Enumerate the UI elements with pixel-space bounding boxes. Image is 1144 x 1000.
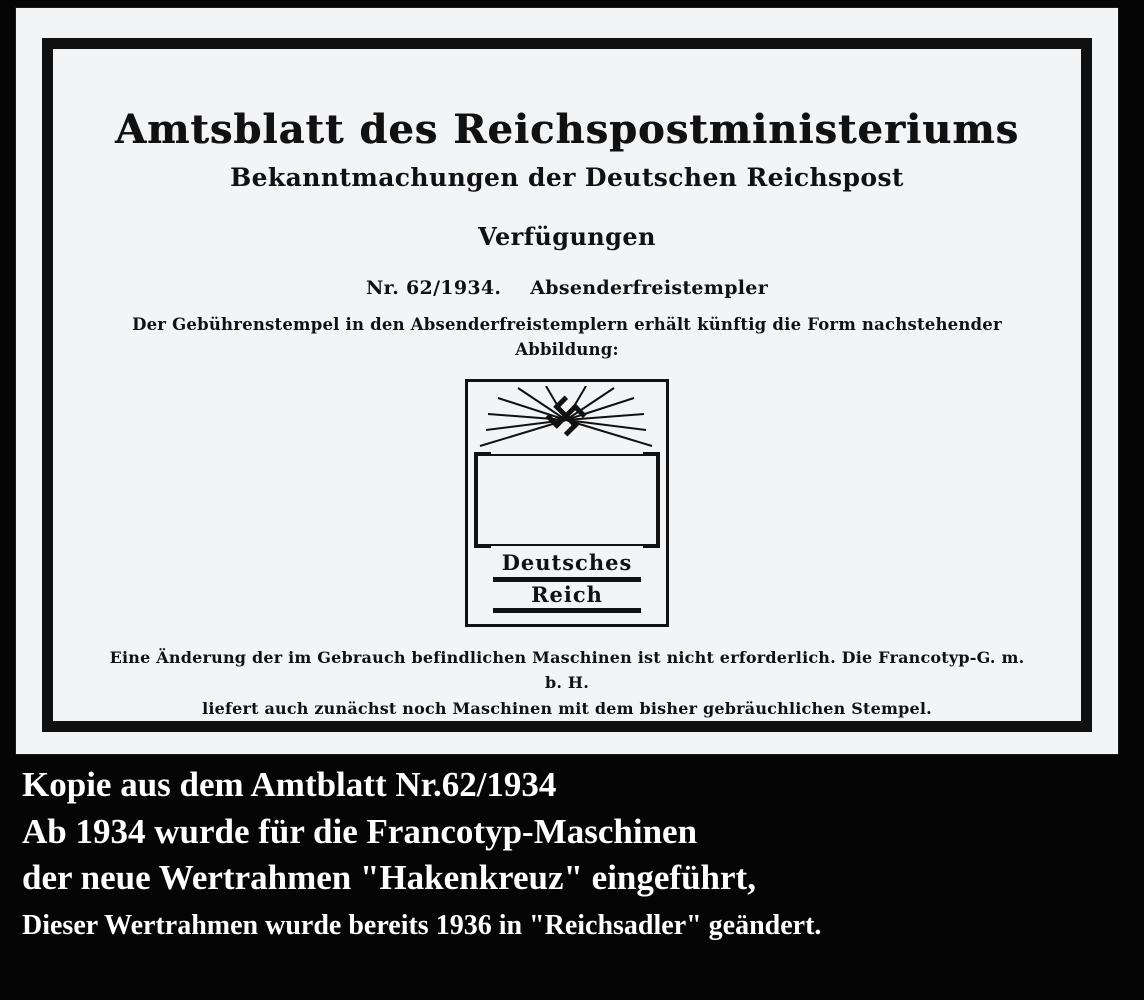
caption-line-4: Dieser Wertrahmen wurde bereits 1936 in "Reichsadler" geändert.	[22, 909, 822, 941]
stamp-label-rule-bottom	[493, 608, 641, 613]
value-frame-window	[476, 454, 658, 546]
caption-line-2: Ab 1934 wurde für die Francotyp-Maschinen	[22, 811, 698, 851]
document-note-line-2: liefert auch zunächst noch Maschinen mit dem bisher gebräuchlichen Stempel.	[202, 698, 932, 718]
stamp-label-line-1: Deutsches	[501, 550, 633, 576]
document-subtitle: Bekanntmachungen der Deutschen Reichspost	[230, 163, 904, 192]
caption-block	[0, 760, 1144, 945]
stamp-label-rule-top	[493, 577, 641, 582]
caption-line-1: Kopie aus dem Amtblatt Nr.62/1934	[22, 765, 557, 804]
meter-stamp-illustration	[465, 379, 669, 627]
document-body-text: Der Gebührenstempel in den Absenderfreistemplern erhält künftig die Form nachstehender Abbildung:	[132, 315, 1002, 359]
entry-title: Absenderfreistempler	[530, 277, 769, 299]
document-note	[87, 645, 1047, 722]
document-content	[53, 49, 1081, 721]
entry-number: Nr. 62/1934.	[365, 277, 502, 299]
caption-line-3: der neue Wertrahmen "Hakenkreuz" eingeführt,	[22, 858, 756, 898]
document-title: Amtsblatt des Reichspostministeriums	[114, 106, 1020, 153]
document-note-line-1: Eine Änderung der im Gebrauch befindlichen Maschinen ist nicht erforderlich. Die Francotyp-G. m. b. H.	[109, 647, 1025, 693]
document-section-heading: Verfügungen	[478, 222, 656, 251]
stamp-label-line-2: Reich	[531, 581, 603, 607]
entry-heading	[87, 277, 1047, 299]
document-border-frame	[42, 38, 1092, 732]
swastika-sunrays-icon	[472, 386, 662, 452]
stamp-label	[478, 550, 656, 616]
stamp-illustration-wrapper	[87, 379, 1047, 627]
scanned-document-card	[16, 8, 1118, 754]
